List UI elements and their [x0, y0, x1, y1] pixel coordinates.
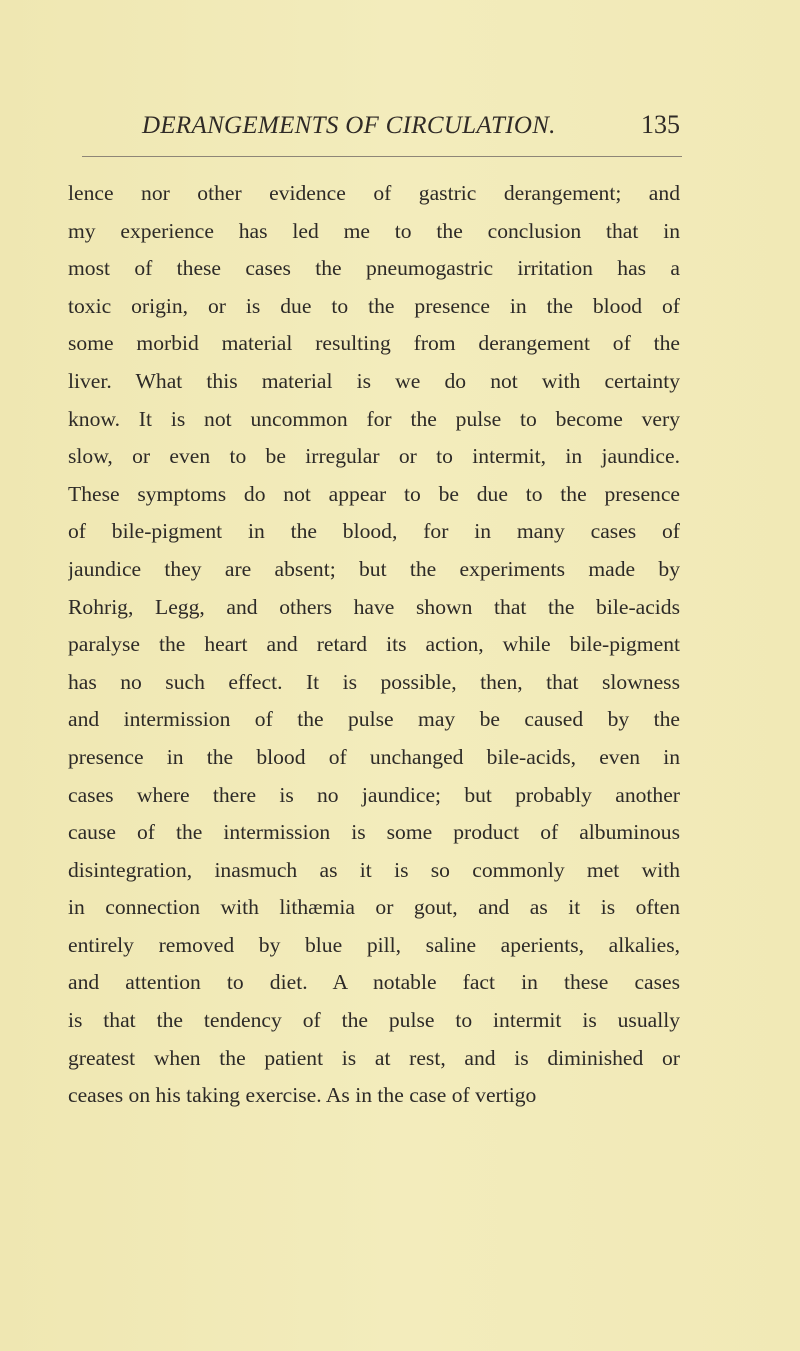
text-line: of bile-pigment in the blood, for in many cases of — [68, 519, 680, 544]
page-number: 135 — [641, 110, 680, 139]
text-line: paralyse the heart and retard its action, while bile-pigment — [68, 632, 680, 657]
text-line: has no such effect. It is possible, then, that slowness — [68, 669, 680, 694]
text-line: slow, or even to be irregular or to intermit, in jaundice. — [68, 444, 680, 469]
text-line: These symptoms do not appear to be due to the presence — [68, 481, 680, 506]
text-line: ceases on his taking exercise. As in the case of vertigo — [68, 1083, 537, 1108]
text-line: disintegration, inasmuch as it is so commonly met with — [68, 857, 680, 882]
running-head: DERANGEMENTS OF CIRCULATION. — [142, 112, 556, 139]
text-line: lence nor other evidence of gastric derangement; and — [68, 181, 680, 205]
text-line: greatest when the patient is at rest, and is diminished or — [68, 1045, 680, 1070]
text-line: jaundice they are absent; but the experiments made by — [68, 556, 680, 581]
text-line: presence in the blood of unchanged bile-acids, even in — [68, 744, 680, 769]
text-line: and intermission of the pulse may be caused by the — [68, 707, 680, 732]
text-line: know. It is not uncommon for the pulse to become very — [68, 406, 680, 431]
text-line: cause of the intermission is some product of albuminous — [68, 820, 680, 845]
text-line: in connection with lithæmia or gout, and as it is often — [68, 895, 680, 920]
page-header — [68, 112, 698, 152]
text-line: my experience has led me to the conclusion that in — [68, 218, 680, 243]
body-text — [68, 175, 680, 1115]
text-line: some morbid material resulting from derangement of the — [68, 331, 680, 356]
text-line: entirely removed by blue pill, saline aperients, alkalies, — [68, 932, 680, 957]
text-line: liver. What this material is we do not with certainty — [68, 368, 680, 393]
text-line: most of these cases the pneumogastric irritation has a — [68, 256, 680, 281]
header-rule — [82, 156, 682, 157]
text-line: Rohrig, Legg, and others have shown that the bile-acids — [68, 594, 680, 619]
text-line: is that the tendency of the pulse to intermit is usually — [68, 1008, 680, 1033]
text-line: toxic origin, or is due to the presence in the blood of — [68, 293, 680, 318]
text-line: cases where there is no jaundice; but probably another — [68, 782, 680, 807]
text-line: and attention to diet. A notable fact in these cases — [68, 970, 680, 995]
